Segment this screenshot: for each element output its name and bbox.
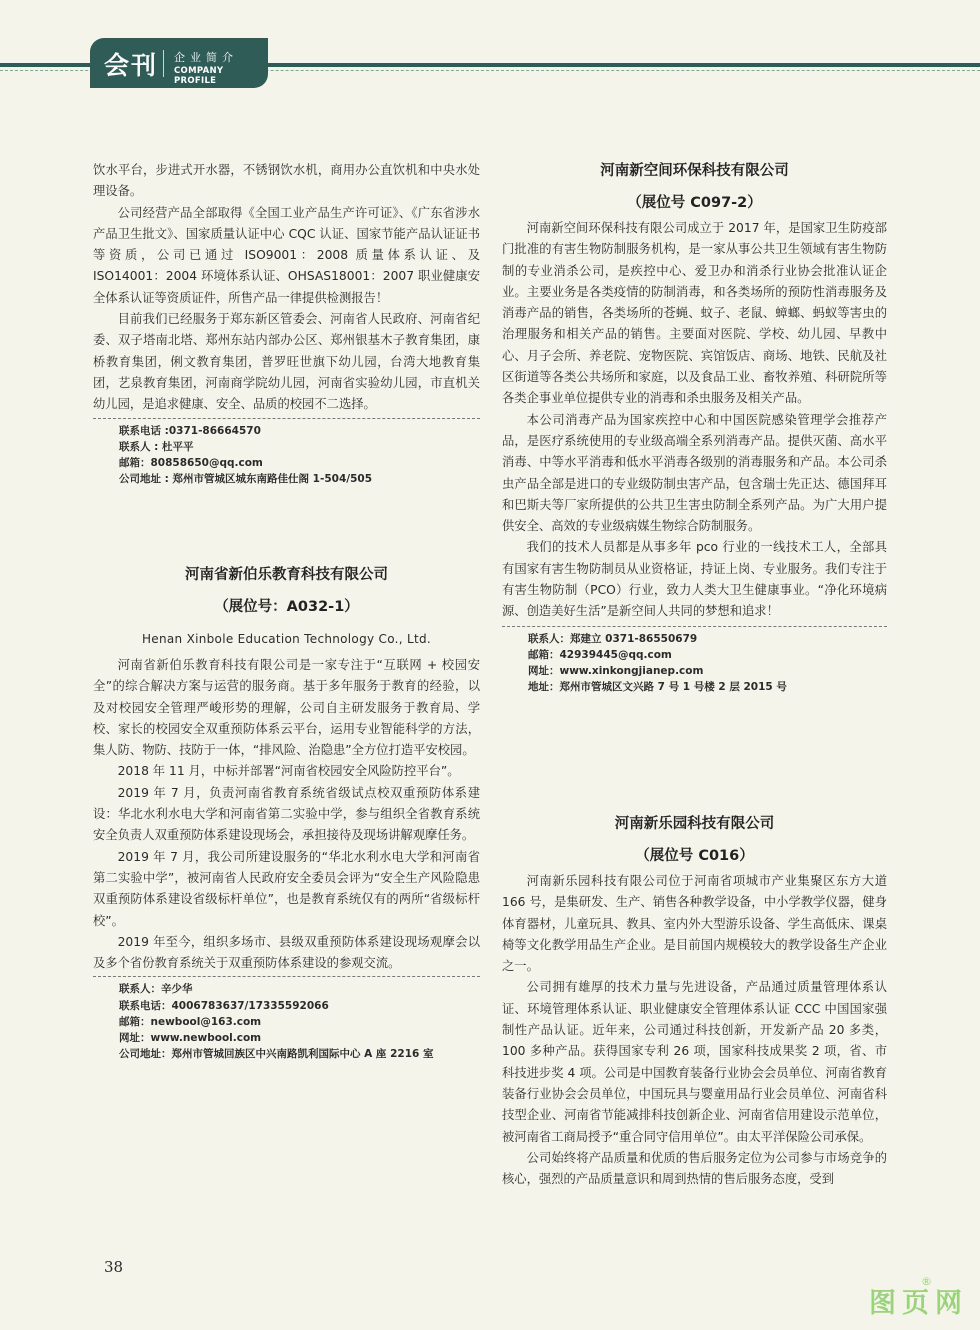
section-subtitle-cn: 企业简介 bbox=[174, 51, 238, 64]
section-tab bbox=[90, 38, 268, 88]
watermark-logo: 图页网 bbox=[869, 1288, 968, 1319]
booth-number: （展位号：A032-1） bbox=[214, 599, 359, 615]
company-title: 河南新空间环保科技有限公司 bbox=[600, 163, 789, 179]
booth-number: （展位号 C016） bbox=[635, 848, 754, 864]
paragraph: 公司拥有雄厚的技术力量与先进设备，产品通过质量管理体系认证、环境管理体系认证、职业健康安全管理体系认证 CCC 中国国家强制性产品认证。近年来，公司通过科技创新，开发新产品 20 多类，100 多种产品。获得国家专利 26 项，国家科技成果奖 2 项，省、市科技进步奖 4 项。公司是中国教育装备行业协会会员单位、河南省教育装备行业协会会员单位，中国玩具与婴童用品行业会员单位、河南省科技型企业、河南省节能减排科技创新企业、河南省信用建设示范单位，被河南省工商局授予“重合同守信用单位”。由太平洋保险公司承保。 bbox=[502, 980, 887, 1144]
left-continuation-section bbox=[93, 160, 480, 487]
paragraph: 2018 年 11 月，中标并部署“河南省校园安全风险防控平台”。 bbox=[117, 764, 460, 779]
section-subtitle-en: COMPANY PROFILE bbox=[174, 66, 224, 86]
contact-website: 网址：www.newbool.com bbox=[119, 1032, 262, 1045]
contact-address: 地址：郑州市管城区文兴路 7 号 1 号楼 2 层 2015 号 bbox=[528, 681, 787, 694]
contact-person: 联系人：郑建立 0371-86550679 bbox=[528, 632, 698, 645]
paragraph: 河南新乐园科技有限公司位于河南省项城市产业集聚区东方大道 166 号，是集研发、生产、销售各种教学设备，中小学教学仪器，健身体育器材，儿童玩具、教具、室内外大型游乐设备、学生高低床、课桌椅等文化教学用品生产企业。是目前国内规模较大的教学设备生产企业之一。 bbox=[502, 874, 887, 974]
paragraph: 本公司消毒产品为国家疾控中心和中国医院感染管理学会推荐产品，是医疗系统使用的专业级高端全系列消毒产品。提供灭菌、高水平消毒、中等水平消毒和低水平消毒各级别的消毒服务和产品。本公司杀虫产品全部是进口的专业级防制虫害产品，包含瑞士先正达、德国拜耳和巴斯夫等厂家所提供的公共卫生害虫防制全系列产品。为广大用户提供安全、高效的专业级病媒生物综合防制服务。 bbox=[502, 412, 887, 534]
page-number: 38 bbox=[104, 1258, 124, 1276]
section-divider bbox=[163, 50, 164, 77]
booth-number: （展位号 C097-2） bbox=[627, 195, 762, 211]
company-xinbole bbox=[93, 563, 480, 1062]
contact-divider bbox=[502, 626, 887, 627]
paragraph: 我们的技术人员都是从事多年 pco 行业的一线技术工人，全部具有国家有害生物防制员从业资格证，持证上岗、专业服务。我们专注于有害生物防制（PCO）行业，致力人类大卫生健康事业。“净化环境病源、创造美好生活”是新空间人共同的梦想和追求！ bbox=[502, 540, 887, 619]
contact-divider bbox=[93, 418, 480, 419]
company-xinkongjian bbox=[502, 159, 887, 695]
paragraph: 河南新空间环保科技有限公司成立于 2017 年，是国家卫生防疫部门批准的有害生物防制服务机构，是一家从事公共卫生领域有害生物防制的专业消杀公司，是疾控中心、爱卫办和消杀行业协会批准认证企业。主要业务是各类疫情的防制消毒，和各类场所的预防性消毒服务及消毒产品的销售，各类场所的苍蝇、蚊子、老鼠、蟑螂、蚂蚁等害虫的治理服务和相关产品的销售。主要面对医院、学校、幼儿园、早教中心、月子会所、养老院、宠物医院、宾馆饭店、商场、地铁、民航及社区街道等各类公共场所和家庭，以及食品工业、畜牧养殖、科研院所等各类企事业单位提供专业的消毒和杀虫服务及相关产品。 bbox=[502, 221, 887, 406]
paragraph: 公司经营产品全部取得《全国工业产品生产许可证》、《广东省涉水产品卫生批文》、国家质量认证中心 CQC 认证、国家节能产品认证证书等资质，公司已通过 ISO9001：2008 质量体系认证、及 ISO14001：2004 环境体系认证、OHSAS18001：2007 职业健康安全体系认证等资质证件，所售产品一律提供检测报告！ bbox=[93, 205, 480, 305]
contact-divider bbox=[93, 976, 480, 977]
contact-person: 联系人 : 杜平平 bbox=[119, 440, 194, 453]
contact-phone: 联系电话：4006783637/17335592066 bbox=[119, 999, 329, 1012]
contact-email: 邮箱：42939445@qq.com bbox=[528, 648, 672, 661]
section-title: 会刊 bbox=[104, 51, 159, 80]
contact-block bbox=[119, 423, 480, 488]
contact-address: 公司地址：郑州市管城回族区中兴南路凯利国际中心 A 座 2216 室 bbox=[119, 1048, 434, 1061]
company-english-name: Henan Xinbole Education Technology Co., Ltd. bbox=[141, 632, 431, 646]
contact-block bbox=[119, 981, 480, 1062]
contact-website: 网址：www.xinkongjianep.com bbox=[528, 665, 704, 678]
paragraph: 2019 年至今，组织多场市、县级双重预防体系建设现场观摩会以及多个省份教育系统关于双重预防体系建设的参观交流。 bbox=[93, 934, 480, 971]
contact-block bbox=[528, 631, 887, 696]
watermark-registered-mark: ® bbox=[921, 1275, 932, 1288]
contact-email: 邮箱：80858650@qq.com bbox=[119, 456, 263, 469]
company-title: 河南新乐园科技有限公司 bbox=[614, 816, 775, 832]
paragraph: 饮水平台，步进式开水器，不锈钢饮水机，商用办公直饮机和中央水处理设备。 bbox=[93, 163, 480, 199]
contact-phone: 联系电话 :0371-86664570 bbox=[119, 424, 261, 437]
paragraph: 公司始终将产品质量和优质的售后服务定位为公司参与市场竞争的核心，强烈的产品质量意识和周到热情的售后服务态度，受到 bbox=[502, 1150, 887, 1187]
company-xinleyuan bbox=[502, 812, 887, 1190]
paragraph: 2019 年 7 月，负责河南省教育系统省级试点校双重预防体系建设：华北水利水电大学和河南省第二实验中学，参与组织全省教育系统安全负责人双重预防体系建设现场会，承担接待及现场讲解观摩任务。 bbox=[93, 785, 480, 843]
company-title: 河南省新伯乐教育科技有限公司 bbox=[185, 567, 388, 583]
contact-email: 邮箱：newbool@163.com bbox=[119, 1015, 262, 1028]
paragraph: 目前我们已经服务于郑东新区管委会、河南省人民政府、河南省纪委、双子塔南北塔、郑州东站内部办公区、郑州银基木子教育集团，康桥教育集团，俐文教育集团，普罗旺世旗下幼儿园，台湾大地教育集团，艺泉教育集团，河南商学院幼儿园，河南省实验幼儿园，市直机关幼儿园，是追求健康、安全、品质的校园不二选择。 bbox=[93, 312, 480, 412]
paragraph: 河南省新伯乐教育科技有限公司是一家专注于“互联网 + 校园安全”的综合解决方案与运营的服务商。基于多年服务于教育的经验，以及对校园安全管理严峻形势的理解，公司自主研发服务于教育局、学校、家长的校园安全双重预防体系云平台，运用专业智能科学的方法，集人防、物防、技防于一体，“排风险、治隐患”全方位打造平安校园。 bbox=[93, 658, 480, 758]
contact-person: 联系人：辛少华 bbox=[119, 983, 193, 996]
contact-address: 公司地址 : 郑州市管城区城东南路佳仕阁 1-504/505 bbox=[119, 473, 372, 486]
paragraph: 2019 年 7 月，我公司所建设服务的“华北水利水电大学和河南省第二实验中学”，被河南省人民政府安全委员会评为“安全生产风险隐患双重预防体系建设省级标杆单位”，也是教育系统仅有的两所“省级标杆校”。 bbox=[93, 849, 480, 928]
